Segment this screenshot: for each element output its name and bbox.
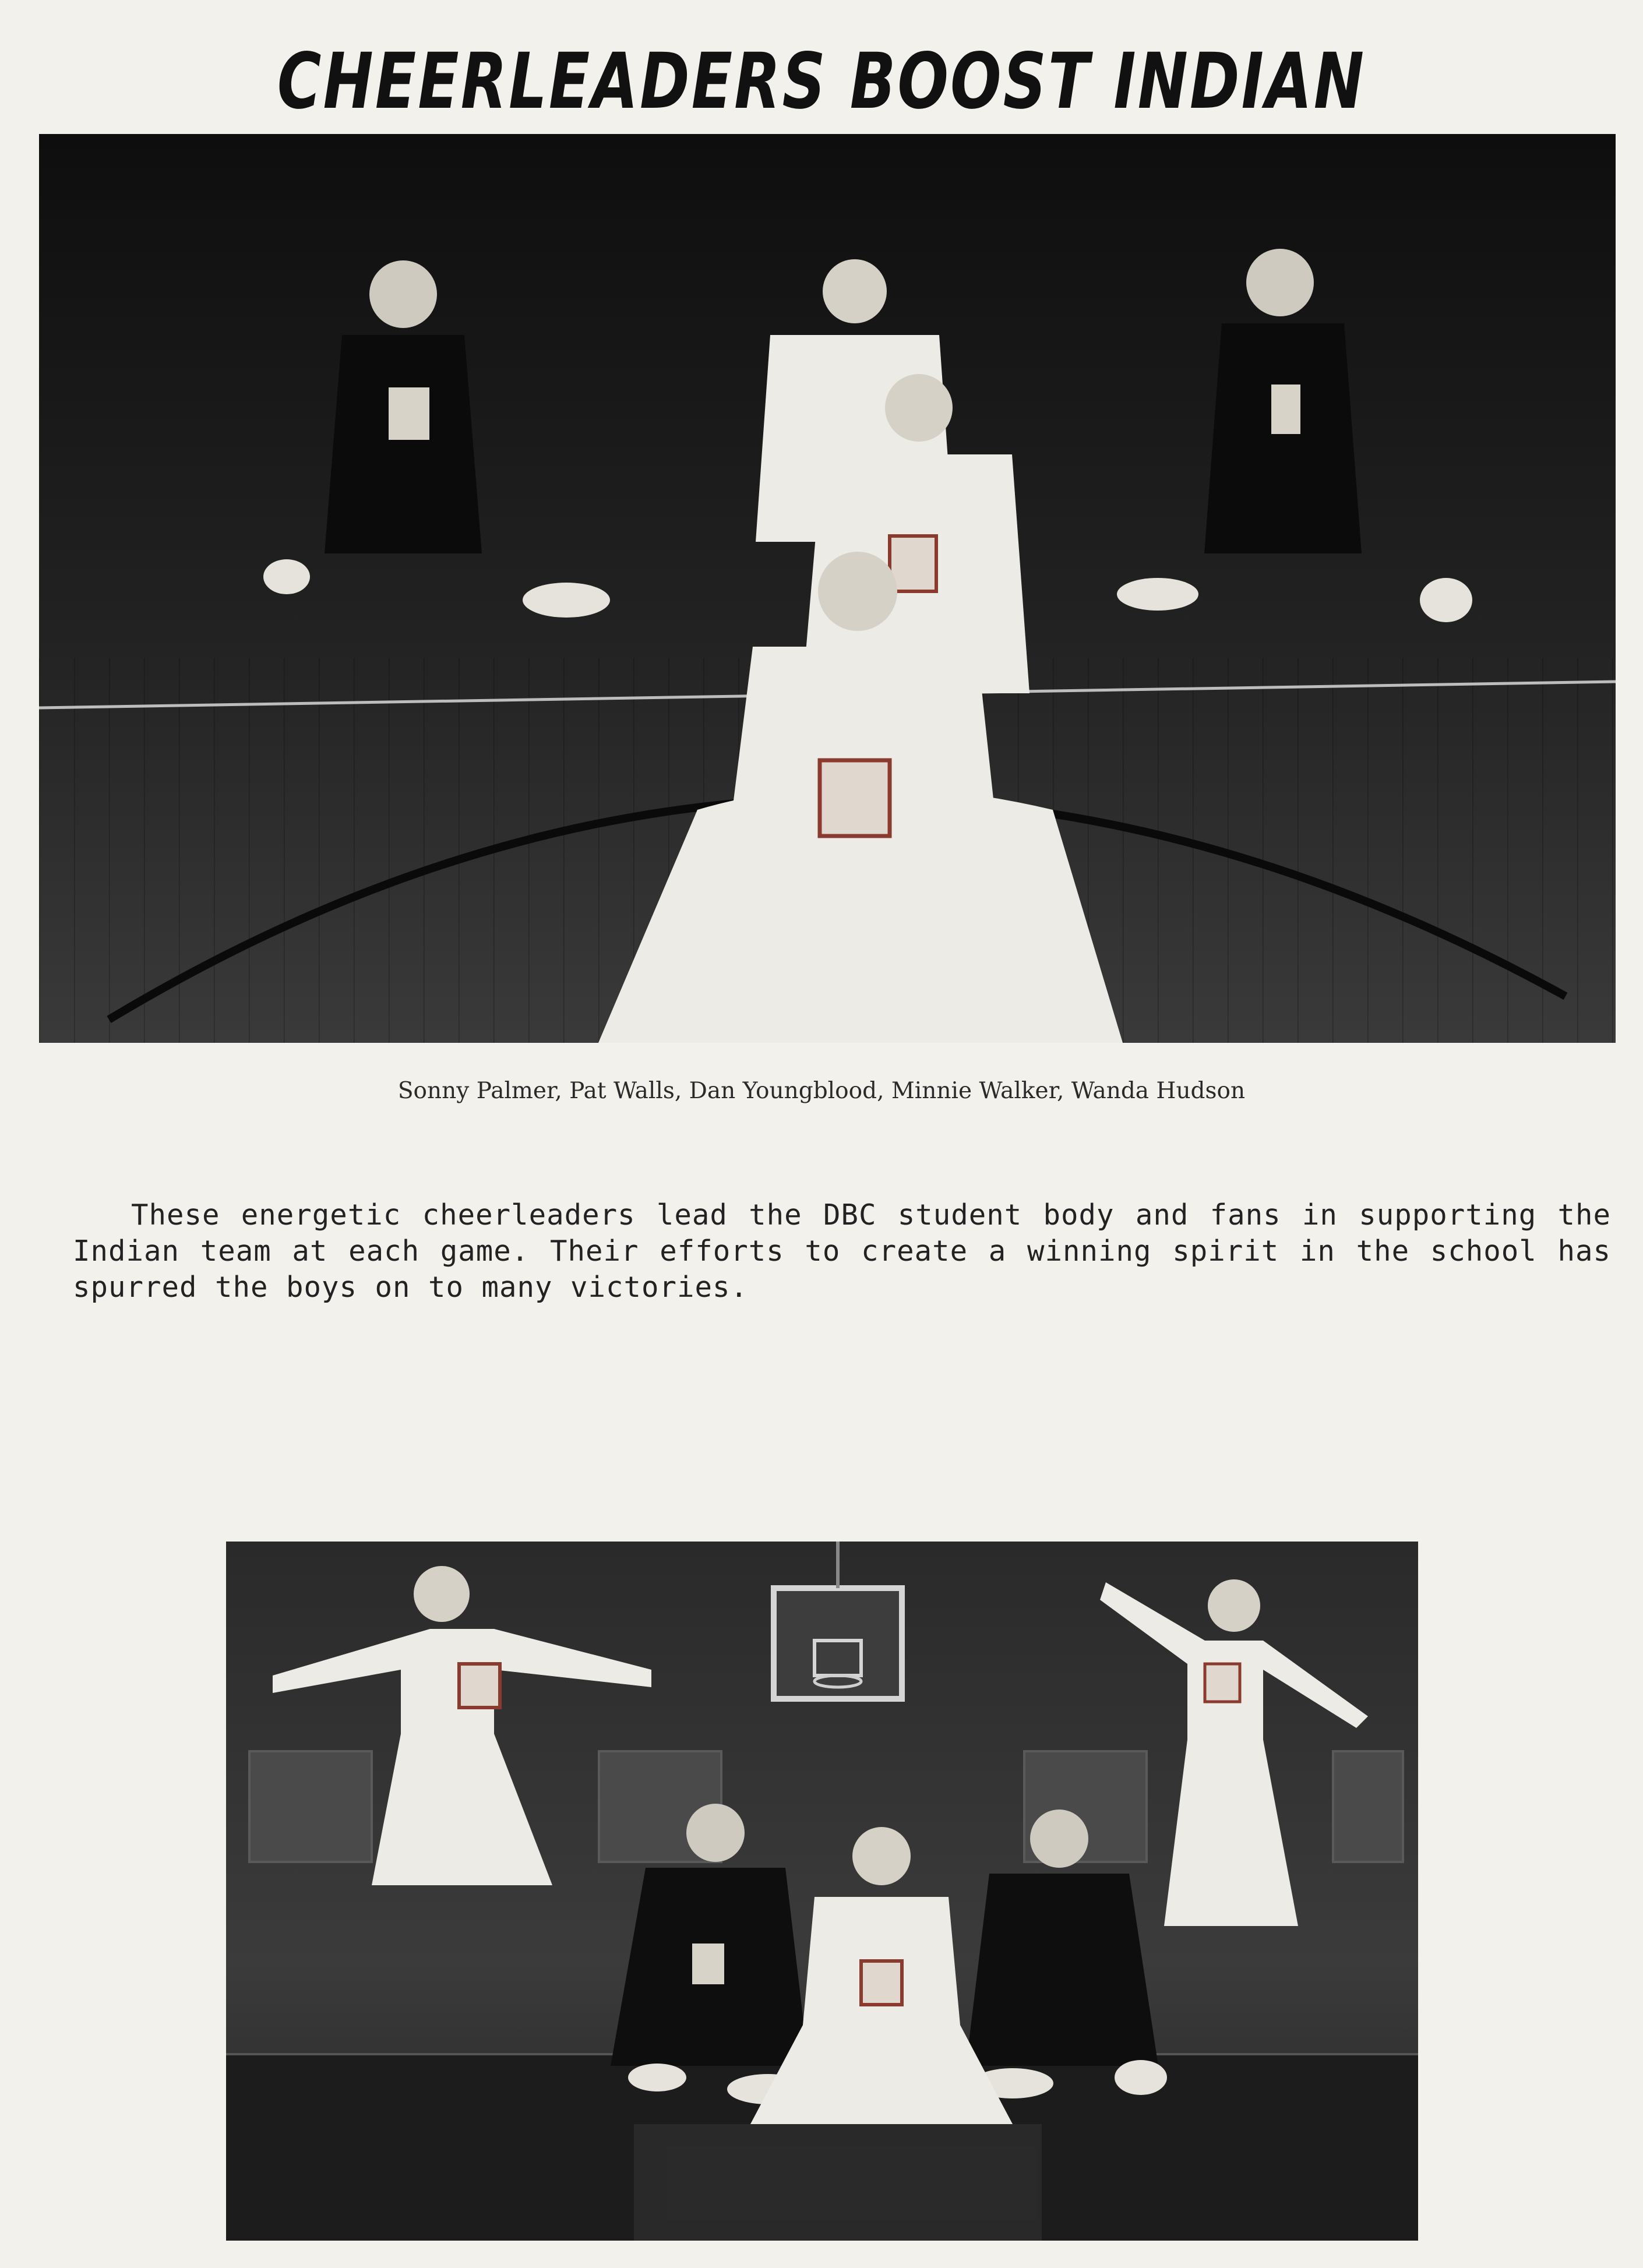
- cheerleaders-kneeling-photo: [39, 134, 1616, 1043]
- article-paragraph: These energetic cheerleaders lead the DBC student body and fans in supporting the Indian team at each game. Their efforts to create a winning spirit in the school has spurred the boys on to many victories.: [73, 1198, 1611, 1304]
- photo-caption: Sonny Palmer, Pat Walls, Dan Youngblood, Minnie Walker, Wanda Hudson: [397, 1078, 1246, 1104]
- page-headline: CHEERLEADERS BOOST INDIAN: [277, 37, 1366, 126]
- cheerleaders-jumping-photo: [226, 1542, 1418, 2241]
